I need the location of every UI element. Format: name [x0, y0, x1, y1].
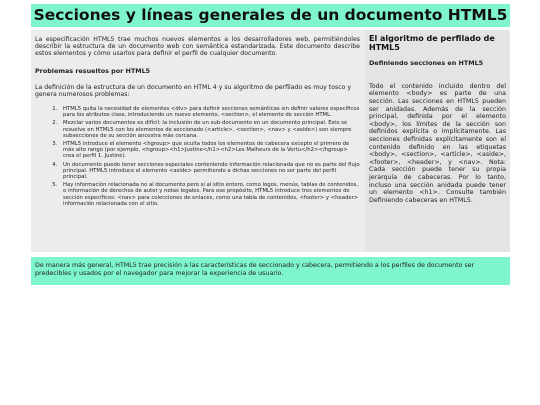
problems-list — [35, 106, 360, 207]
page-title: Secciones y líneas generales de un documento HTML5 — [33, 6, 508, 24]
aside-title: El algoritmo de perfilado de HTML5 — [369, 34, 495, 53]
aside-body: Todo el contenido incluido dentro del elemento <body> es parte de una sección. Las secciones en HTML5 pueden ser anidadas. Además de la sección principal, definida por el elemento <body>, los límites de la sección son definidos explícita o implícitamente. Las secciones definidas explícitamente son el contenido definido en las etiquetas <body>, <section>, <article>, <aside>, <footer>, <header>, y <nav>. Nota: Cada sección puede tener su propia jerarquía de cabeceras. Por lo tanto, incluso una sección anidada puede tener un elemento <h1>. Consulte también Definiendo cabeceras en HTML5. — [369, 82, 506, 204]
list-item: 4. Un documento puede tener secciones especiales conteniendo información relacionada que no es parte del flujo principal. HTML5 introduce el elemento <aside> permitiendo a dichas secciones no ser parte del perfil principal. — [59, 162, 360, 181]
list-item: 3. HTML5 introduce el elemento <hgroup> que oculta todos los elementos de cabecera excepto el primero de más alto rango (por ejemplo, <hgroup><h1>Justine</h1><h2>Les Malheurs de la Vertu</h2></hgroup> crea el perfil 1. Justine). — [59, 141, 360, 160]
problems-lead: La definición de la estructura de un documento en HTML 4 y su algoritmo de perfilado es muy tosco y genera numerosos problemas: — [35, 83, 352, 98]
main-section — [31, 30, 365, 252]
page-header — [31, 4, 510, 27]
list-item: 1. HTML5 quita la necesidad de elementos <div> para definir secciones semánticas sin definir valores específicos para los atributos class, introduciendo un nuevo elemento, <section>, el elemento de sección HTML. — [59, 106, 360, 118]
footer-text: De manera más general, HTML5 trae precisión a las características de seccionado y cabecera, permitiendo a los perfiles de documento ser predecibles y usados por el navegador para mejorar la experiencia de usuario. — [35, 262, 475, 277]
sidebar-aside — [365, 30, 510, 252]
page-footer — [31, 257, 510, 285]
problems-heading: Problemas resueltos por HTML5 — [35, 66, 151, 75]
aside-subheading: Definiendo secciones en HTML5 — [369, 58, 484, 67]
list-item: 2. Mezclar varios documentos es difícil: la inclusión de un sub-documento en un documento principal. Esto se resuelve en HTML5 con los elementos de seccionado (<article>, <section>, <nav> y <aside>) son siempre subsecciones de su sección ancestra más cercana. — [59, 120, 360, 139]
list-item: 5. Hay información relacionada no al documento pero sí al sitio entero, como logos, menús, tablas de contenidos, o información de derechos de autor y notas legales. Para ese propósito, HTML5 introduce tres elementos de sección específicos: <nav> para colecciones de enlaces, como una tabla de contenidos, <footer> y <header> información relacionada con el sitio. — [59, 182, 360, 207]
intro-paragraph: La especificación HTML5 trae muchos nuevos elementos a los desarrolladores web, permitiéndoles describir la estructura de un documento web con semántica estandarizada. Este documento describe estos elementos y cómo usarlos para definir el perfil de cualquier documento. — [35, 36, 360, 58]
